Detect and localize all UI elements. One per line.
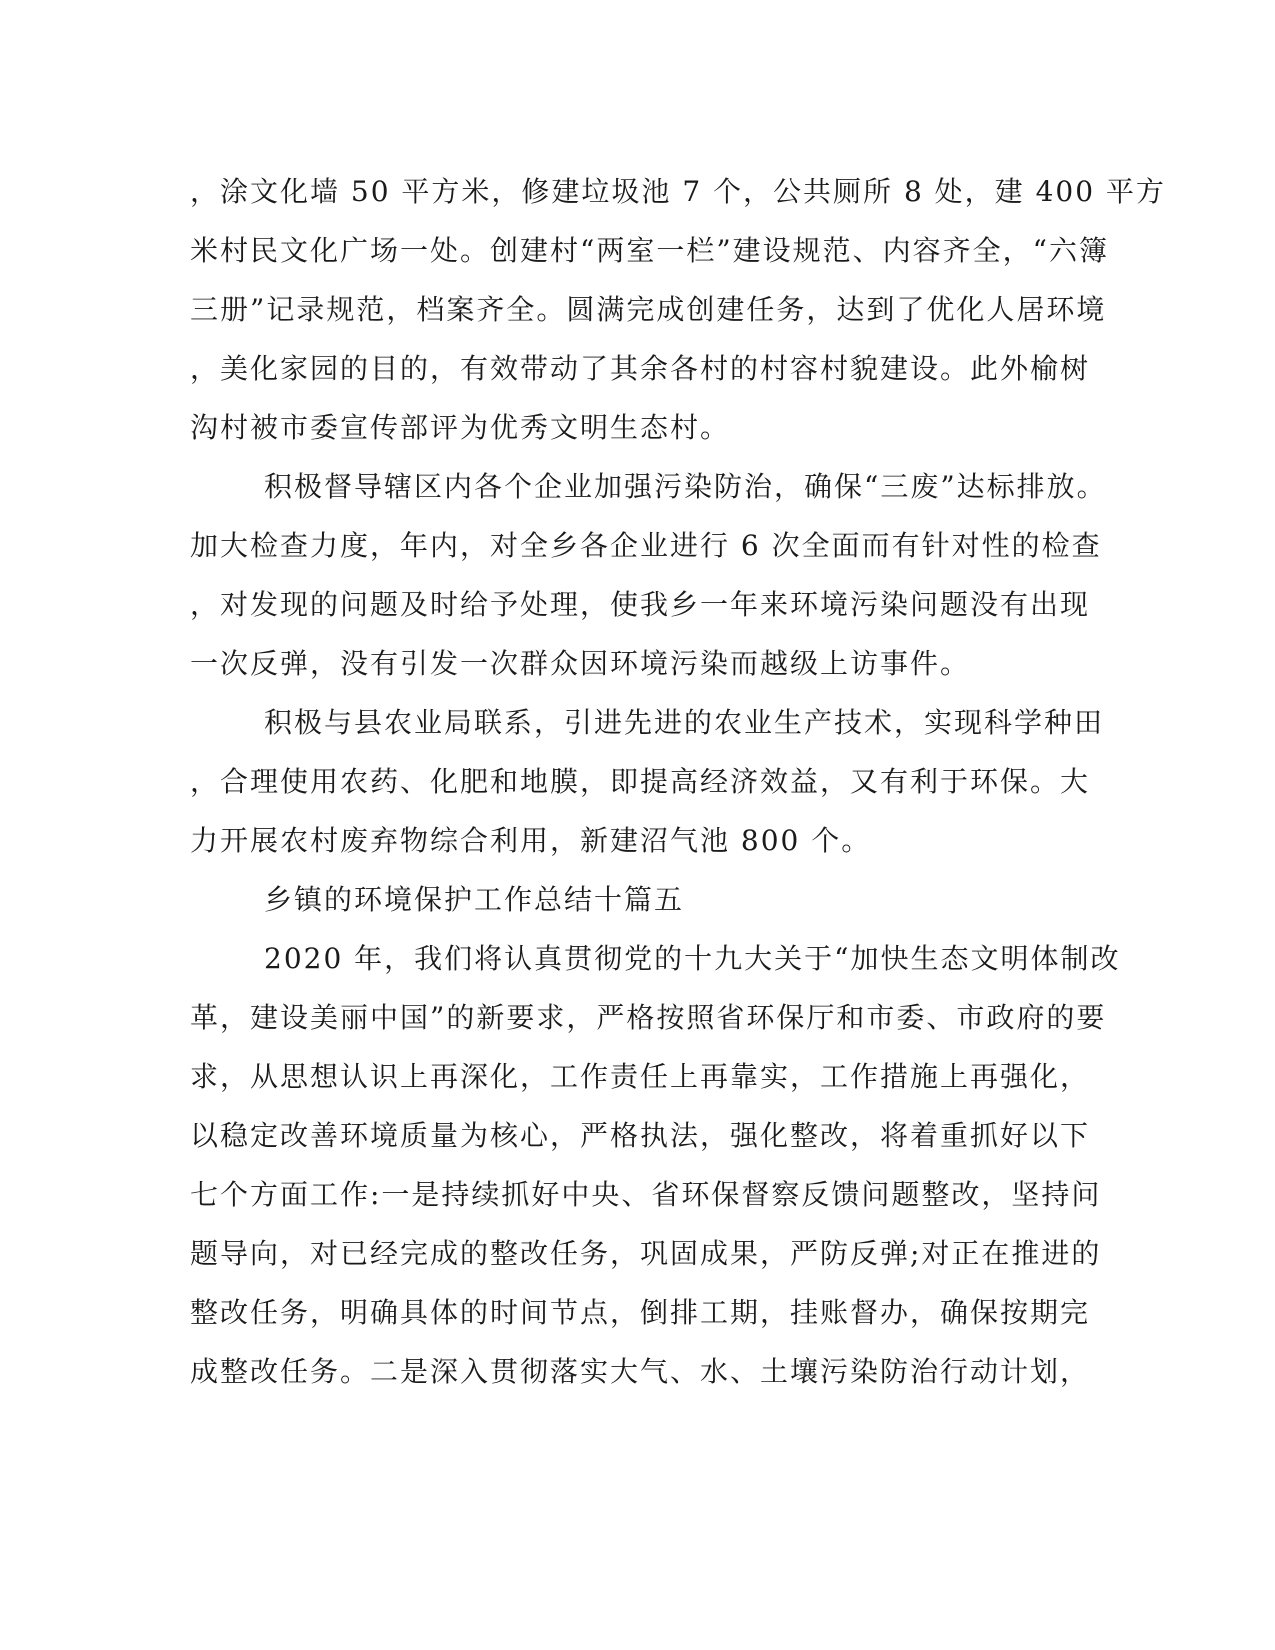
text-line: ，涂文化墙 50 平方米，修建垃圾池 7 个，公共厕所 8 处，建 400 平方	[190, 175, 1166, 208]
text-line: ，合理使用农药、化肥和地膜，即提高经济效益，又有利于环保。大	[190, 765, 1091, 798]
text-line: ，对发现的问题及时给予处理，使我乡一年来环境污染问题没有出现	[190, 588, 1091, 621]
text-line: 七个方面工作:一是持续抓好中央、省环保督察反馈问题整改，坚持问	[190, 1178, 1102, 1211]
text-line: 三册”记录规范，档案齐全。圆满完成创建任务，达到了优化人居环境	[190, 293, 1107, 326]
text-line: 以稳定改善环境质量为核心，严格执法，强化整改，将着重抓好以下	[190, 1119, 1091, 1152]
text-line: 力开展农村废弃物综合利用，新建沼气池 800 个。	[190, 824, 872, 857]
text-line: 一次反弹，没有引发一次群众因环境污染而越级上访事件。	[190, 647, 971, 680]
text-line: ，美化家园的目的，有效带动了其余各村的村容村貌建设。此外榆树	[190, 352, 1091, 385]
paragraph-first-line: 积极与县农业局联系，引进先进的农业生产技术，实现科学种田	[264, 706, 1105, 739]
text-line: 沟村被市委宣传部评为优秀文明生态村。	[190, 411, 731, 444]
text-line: 求，从思想认识上再深化，工作责任上再靠实，工作措施上再强化，	[190, 1060, 1091, 1093]
paragraph-first-line: 2020 年，我们将认真贯彻党的十九大关于“加快生态文明体制改	[264, 942, 1121, 975]
text-line: 成整改任务。二是深入贯彻落实大气、水、土壤污染防治行动计划，	[190, 1355, 1091, 1388]
text-line: 革，建设美丽中国”的新要求，严格按照省环保厅和市委、市政府的要	[190, 1001, 1107, 1034]
text-line: 米村民文化广场一处。创建村“两室一栏”建设规范、内容齐全，“六簿	[190, 234, 1109, 267]
text-line: 题导向，对已经完成的整改任务，巩固成果，严防反弹;对正在推进的	[190, 1237, 1102, 1270]
text-line: 加大检查力度，年内，对全乡各企业进行 6 次全面而有针对性的检查	[190, 529, 1102, 562]
body-text	[190, 162, 1166, 1401]
section-heading: 乡镇的环境保护工作总结十篇五	[264, 883, 685, 916]
paragraph-first-line: 积极督导辖区内各个企业加强污染防治，确保“三废”达标排放。	[264, 470, 1107, 503]
text-line: 整改任务，明确具体的时间节点，倒排工期，挂账督办，确保按期完	[190, 1296, 1091, 1329]
